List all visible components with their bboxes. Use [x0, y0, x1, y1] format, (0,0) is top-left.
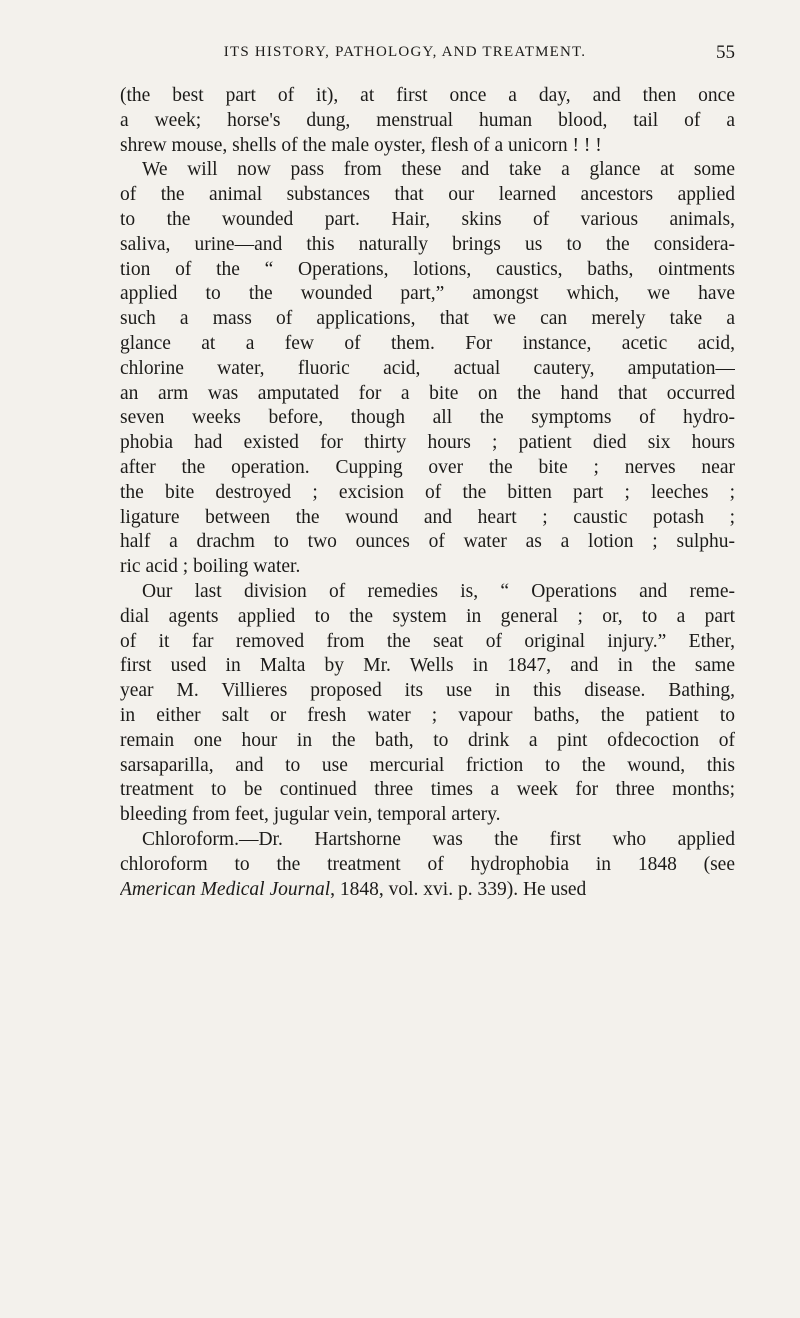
body-text: [120, 84, 735, 902]
text-line: ligature between the wound and heart ; caustic potash ;: [120, 506, 735, 528]
text-line: [120, 878, 735, 903]
text-line: of the animal substances that our learned ancestors applied: [120, 184, 735, 206]
text-line: after the operation. Cupping over the bite ; nerves near: [120, 456, 735, 478]
text-line: dial agents applied to the system in general ; or, to a part: [120, 605, 735, 627]
text-line: treatment to be continued three times a week for three months;: [120, 779, 735, 801]
text-line: ric acid ; boiling water.: [120, 556, 301, 578]
text-line: chloroform to the treatment of hydrophobia in 1848 (see: [120, 853, 735, 875]
text-line: first used in Malta by Mr. Wells in 1847, and in the same: [120, 655, 735, 677]
text-line: saliva, urine—and this naturally brings us to the considera-: [120, 233, 735, 255]
text-line: chlorine water, fluoric acid, actual cautery, amputation—: [120, 357, 735, 379]
text-line: half a drachm to two ounces of water as a lotion ; sulphu-: [120, 531, 735, 553]
text-line: tion of the “ Operations, lotions, caustics, baths, ointments: [120, 258, 735, 280]
running-head: [120, 44, 735, 76]
text-line: a week; horse's dung, menstrual human blood, tail of a: [120, 109, 735, 131]
text-line: such a mass of applications, that we can merely take a: [120, 308, 735, 330]
running-title: ITS HISTORY, PATHOLOGY, AND TREATMENT.: [223, 44, 587, 60]
text-line: We will now pass from these and take a glance at some: [142, 159, 735, 181]
text-line: sarsaparilla, and to use mercurial friction to the wound, this: [120, 754, 735, 776]
text-line: year M. Villieres proposed its use in this disease. Bathing,: [120, 680, 735, 702]
text-line: the bite destroyed ; excision of the bitten part ; leeches ;: [120, 481, 735, 503]
text-line: seven weeks before, though all the symptoms of hydro-: [120, 407, 735, 429]
text-line: remain one hour in the bath, to drink a pint ofdecoction of: [120, 729, 735, 751]
text-line: of it far removed from the seat of original injury.” Ether,: [120, 630, 735, 652]
text-segment: , 1848, vol. xvi. p. 339). He used: [330, 878, 587, 900]
text-line: applied to the wounded part,” amongst which, we have: [120, 283, 735, 305]
text-line: (the best part of it), at first once a day, and then once: [120, 85, 735, 106]
text-line: phobia had existed for thirty hours ; patient died six hours: [120, 432, 735, 454]
text-line: bleeding from feet, jugular vein, temporal artery.: [120, 804, 501, 826]
text-line: shrew mouse, shells of the male oyster, flesh of a unicorn ! ! !: [120, 134, 602, 156]
text-line: in either salt or fresh water ; vapour baths, the patient to: [120, 704, 735, 726]
italic-citation: American Medical Journal: [120, 878, 331, 900]
page-number: 55: [716, 42, 735, 63]
text-line: Chloroform.—Dr. Hartshorne was the first who applied: [142, 828, 735, 850]
text-line: Our last division of remedies is, “ Operations and reme-: [142, 580, 735, 602]
text-line: glance at a few of them. For instance, acetic acid,: [120, 332, 735, 354]
text-line: to the wounded part. Hair, skins of various animals,: [120, 208, 735, 230]
text-line: an arm was amputated for a bite on the hand that occurred: [120, 382, 735, 404]
